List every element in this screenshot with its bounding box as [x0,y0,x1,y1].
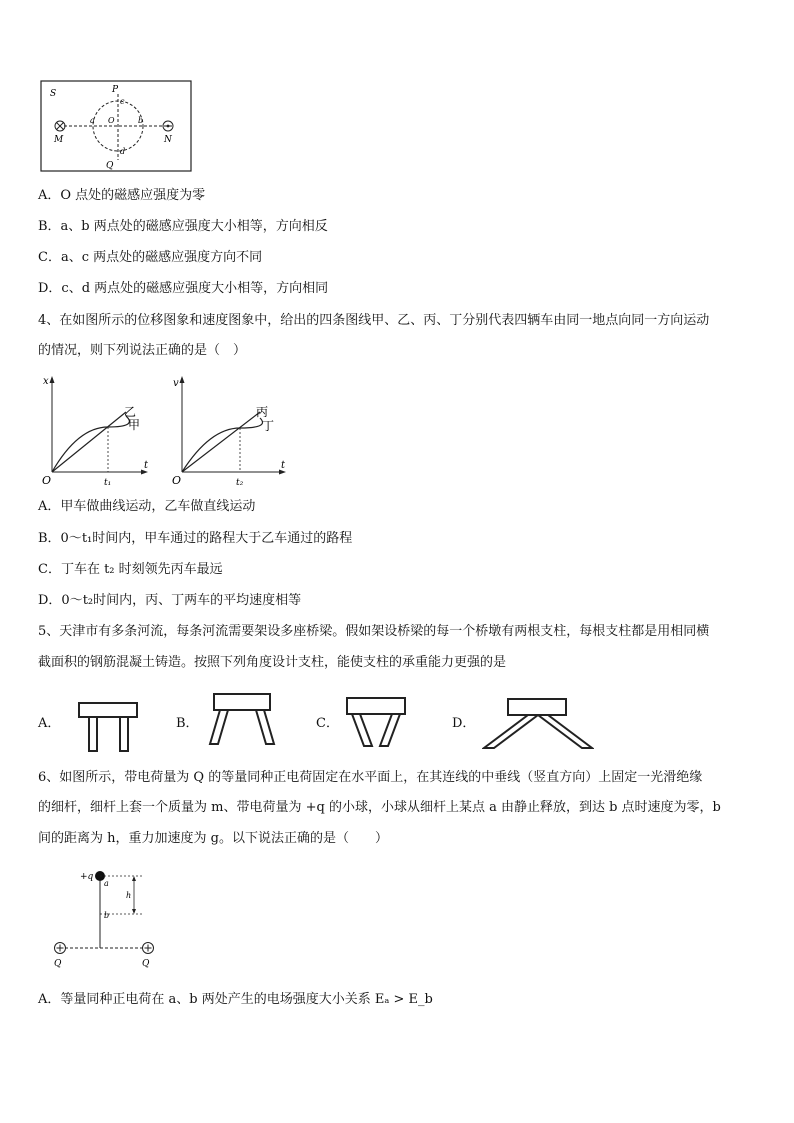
q3-option-d: D．c、d 两点处的磁感应强度大小相等，方向相同 [38,281,329,296]
label-point-a: a [104,879,109,888]
q4-stem-line2: 的情况，则下列说法正确的是（ ） [38,343,247,358]
q5-option-a-label: A． [38,716,61,731]
q4-option-a: A．甲车做曲线运动，乙车做直线运动 [38,499,256,514]
q5-option-b-label: B． [176,716,199,731]
velocity-time-graph [168,372,292,490]
label-O: O [108,116,115,125]
q5-option-c-label: C． [316,716,339,731]
q6-stem-line1: 6、如图所示，带电荷量为 Q 的等量同种正电荷固定在水平面上，在其连线的中垂线（竖直方向）上固定一光滑绝缘 [38,770,703,785]
graph1-origin: O [42,474,52,487]
label-M: M [54,135,64,145]
pier-option-b-figure [204,692,280,748]
graph1-curve-lower: 甲 [128,418,141,432]
q5-stem-line1: 5、天津市有多条河流，每条河流需要架设多座桥梁。假如架设桥梁的每一个桥墩有两根支柱，每根支柱都是用相同横 [38,624,710,639]
q4-stem-line1: 4、在如图所示的位移图象和速度图象中，给出的四条图线甲、乙、丙、丁分别代表四辆车由同一地点向同一方向运动 [38,313,710,328]
label-c: c [120,97,125,106]
label-Q-left: Q [54,959,62,969]
q4-option-c: C．丁车在 t₂ 时刻领先丙车最远 [38,562,223,577]
q3-option-a: A．O 点处的磁感应强度为零 [38,188,206,203]
q4-option-d: D．0～t₂时间内，丙、丁两车的平均速度相等 [38,593,302,608]
label-h: h [126,891,132,900]
label-N: N [164,135,172,145]
q5-stem-line2: 截面积的钢筋混凝土铸造。按照下列角度设计支柱，能使支柱的承重能力更强的是 [38,655,507,670]
displacement-time-graph [38,372,156,490]
graph1-curve-upper: 乙 [124,405,137,419]
graph2-origin: O [172,474,182,487]
label-d: d [120,147,126,156]
q4-option-b: B．0～t₁时间内，甲车通过的路程大于乙车通过的路程 [38,531,353,546]
label-Q-right: Q [142,959,150,969]
q5-option-d-label: D． [452,716,476,731]
charged-rod-figure [36,862,166,972]
graph2-curve-upper: 丙 [256,405,269,419]
q3-option-c: C．a、c 两点处的磁感应强度方向不同 [38,250,263,265]
pier-option-c-figure [342,694,410,750]
q6-option-a: A．等量同种正电荷在 a、b 两处产生的电场强度大小关系 Eₐ > E_b [38,992,433,1007]
label-b: b [138,116,144,125]
label-Q: Q [106,161,114,171]
graph1-tick: t₁ [104,478,112,488]
magnetic-field-figure [40,80,192,172]
graph2-y-label: v [173,378,179,389]
q3-option-b: B．a、b 两点处的磁感应强度大小相等，方向相反 [38,219,328,234]
q6-stem-line3: 间的距离为 h，重力加速度为 g。以下说法正确的是（ ） [38,831,388,846]
label-a: a [90,116,95,125]
pier-option-a-figure [74,700,144,754]
graph1-x-label: t [144,460,149,471]
label-plus-q: +q [80,872,94,882]
pier-option-d-figure [482,696,594,752]
graph1-y-label: x [43,376,49,387]
label-S: S [50,89,57,99]
q6-stem-line2: 的细杆，细杆上套一个质量为 m、带电荷量为 +q 的小球，小球从细杆上某点 a 由静止释放，到达 b 点时速度为零，b [38,800,721,815]
graph2-tick: t₂ [236,478,244,488]
graph2-curve-lower: 丁 [262,419,275,433]
graph2-x-label: t [281,460,286,471]
label-point-b: b [104,911,110,920]
label-P: P [112,85,119,95]
